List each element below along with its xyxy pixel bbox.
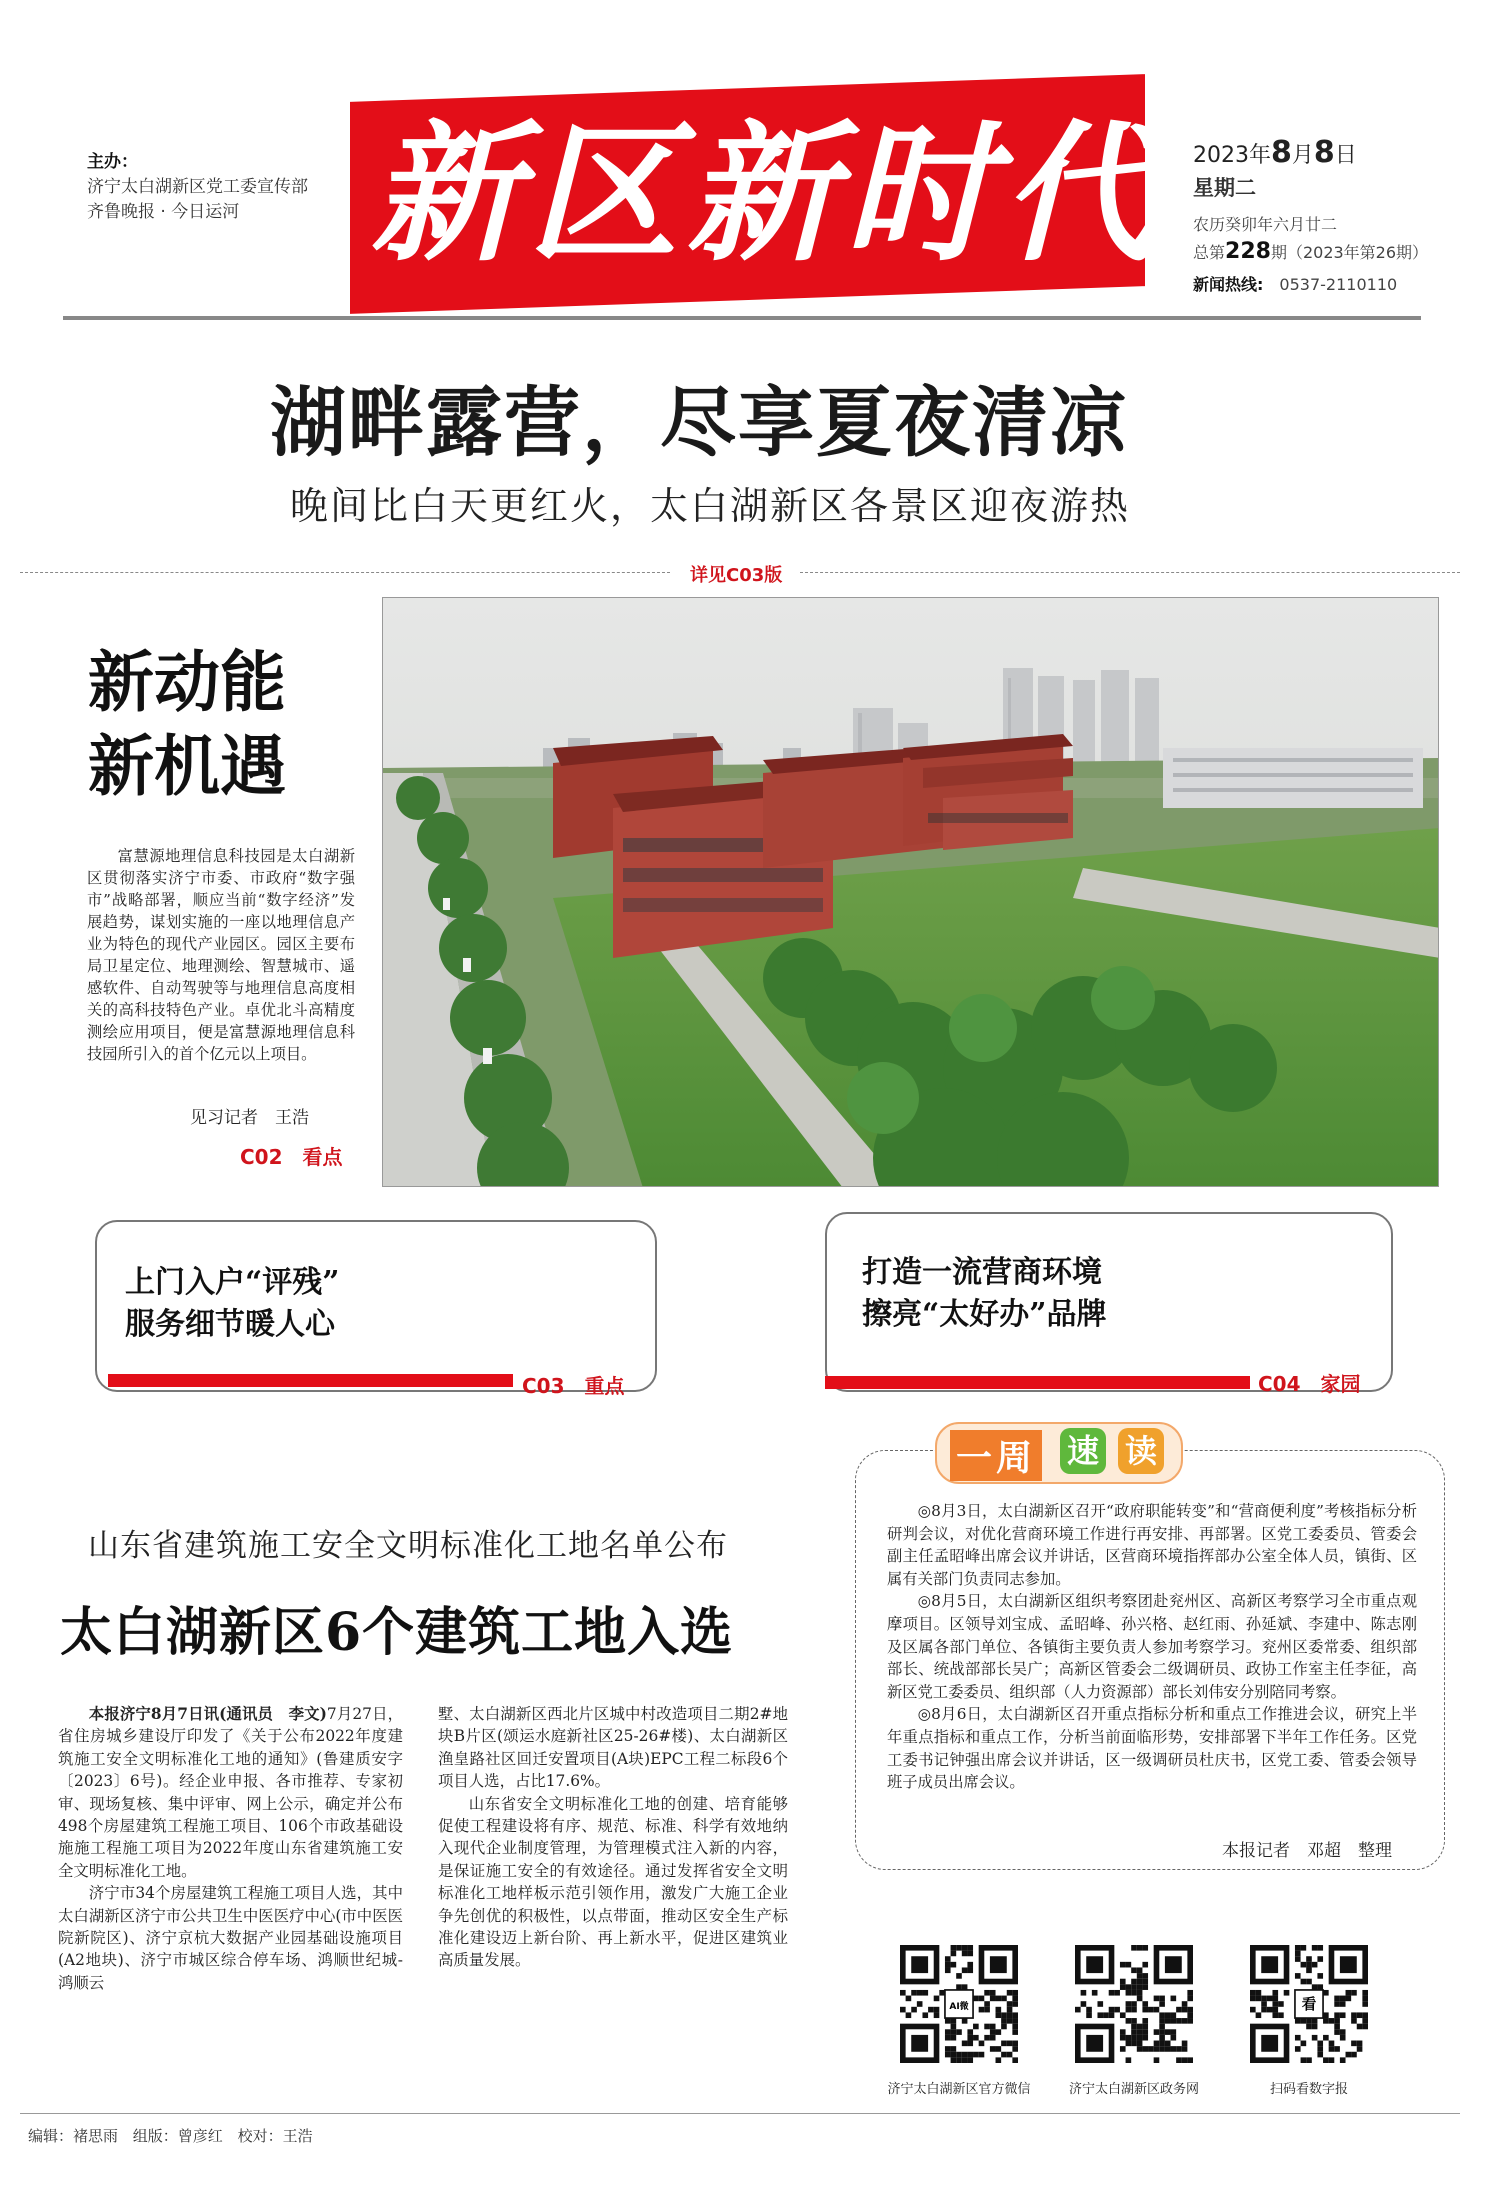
lead-subhead: 晚间比白天更红火，太白湖新区各景区迎夜游热 — [290, 484, 1131, 528]
qr-caption: 济宁太白湖新区官方微信 — [887, 2082, 1031, 2097]
newspaper-logo: 新区新时代 — [370, 106, 1161, 282]
footer-editor: 编辑：褚思雨 — [28, 2127, 119, 2145]
red-bar — [825, 1376, 1250, 1389]
qr-code-gov-site[interactable] — [1075, 1945, 1193, 2063]
weekday: 星期二 — [1193, 176, 1256, 200]
teaser-section-c03[interactable]: C03 重点 — [522, 1374, 625, 1398]
qr-center-label: 看 — [1301, 1996, 1317, 2014]
footer-rule — [20, 2113, 1460, 2114]
qr-caption: 济宁太白湖新区政务网 — [1068, 2082, 1199, 2097]
issue-number: 总第228期（2023年第26期） — [1193, 239, 1429, 264]
footer-credits — [28, 2125, 323, 2146]
story-column-1: 本报济宁8月7日讯(通讯员 李文)7月27日，省住房城乡建设厅印发了《关于公布2022年度建筑施工安全文明标准化工地的通知》(鲁建质安字〔2023〕6号)。经企业申报、各市推荐、专家初审、现场复核、集中评审、网上公示，确定并公布498个房屋建筑工程施工项目、106个市政基础设施施工程施工项目为2022年度山东省建筑施工安全文明标准化工地。 济宁市34个房屋建筑工程施工项目人选，其中太白湖新区济宁市公共卫生中医医疗中心(市中医医院新院区)、济宁京杭大数据产业园基础设施项目(A2地块)、济宁市城区综合停车场、鸿顺世纪城-鸿顺云 — [58, 1705, 403, 1992]
sponsor-line-1: 济宁太白湖新区党工委宣传部 — [87, 177, 308, 197]
lead-headline[interactable]: 湖畔露营，尽享夏夜清凉 — [270, 378, 1128, 467]
news-hotline: 新闻热线: 0537-2110110 — [1193, 275, 1398, 294]
feature-section-link[interactable]: C02 看点 — [240, 1145, 343, 1169]
qr-caption: 扫码看数字报 — [1269, 2082, 1348, 2097]
weekly-badge-char: 速 — [1060, 1428, 1106, 1474]
lunar-date: 农历癸卯年六月廿二 — [1193, 215, 1338, 234]
teaser-title-c03[interactable]: 上门入户“评残” 服务细节暖人心 — [125, 1265, 340, 1342]
sponsor-label: 主办： — [87, 152, 138, 172]
sponsor-line-2: 齐鲁晚报 · 今日运河 — [87, 202, 240, 222]
feature-byline: 见习记者 王浩 — [190, 1108, 309, 1128]
story-dateline: 本报济宁8月7日讯(通讯员 李文) — [88, 1705, 327, 1723]
teaser-title-c04[interactable]: 打造一流营商环境 擦亮“太好办”品牌 — [862, 1255, 1107, 1332]
see-page-link[interactable]: 详见C03版 — [690, 565, 783, 586]
digest-item: ◎8月5日，太白湖新区组织考察团赴兖州区、高新区考察学习全市重点观摩项目。区领导刘宝成、孟昭峰、孙兴格、赵红雨、孙延斌、李建中、陈志刚及区属各部门单位、各镇街主要负责人参加考察学习。兖州区委常委、组织部部长、统战部部长吴广；高新区管委会二级调研员、政协工作室主任李征，高新区党工委委员、组织部（人力资源部）部长刘伟安分别陪同考察。 — [887, 1592, 1417, 1701]
feature-title[interactable]: 新动能 新机遇 — [88, 643, 286, 805]
qr-code-digital-paper[interactable] — [1250, 1945, 1368, 2063]
story-column-2: 墅、太白湖新区西北片区城中村改造项目二期2#地块B片区(颂运水庭新社区25-26#楼)、太白湖新区渔皇路社区回迁安置项目(A块)EPC工程二标段6个项目人选，占比17.6%。 山东省安全文明标准化工地的创建、培育能够促使工程建设将有序、规范、标准、科学有效地纳入现代企业制度管理，为管理模式注入新的内容，是保证施工安全的有效途径。通过发挥省安全文明标准化工地样板示范引领作用，激发广大施工企业争先创优的积极性，以点带面，推动区安全生产标准化建设迈上新台阶、再上新水平，促进区建筑业高质量发展。 — [438, 1705, 788, 1970]
story-title[interactable]: 太白湖新区6个建筑工地入选 — [60, 1602, 734, 1663]
feature-body: 富慧源地理信息科技园是太白湖新区贯彻落实济宁市委、市政府“数字强市”战略部署，顺应当前“数字经济”发展趋势，谋划实施的一座以地理信息产业为特色的现代产业园区。园区主要布局卫星定位、地理测绘、智慧城市、遥感软件、自动驾驶等与地理信息高度相关的高科技特色产业。卓优北斗高精度测绘应用项目，便是富慧源地理信息科技园所引入的首个亿元以上项目。 — [87, 847, 355, 1063]
sponsor-block — [87, 150, 308, 225]
issue-date: 2023年8月8日 — [1193, 135, 1357, 170]
feature-photo — [382, 597, 1439, 1187]
digest-item: ◎8月3日，太白湖新区召开“政府职能转变”和“营商便利度”考核指标分析研判会议，对优化营商环境工作进行再安排、再部署。区党工委委员、管委会副主任孟昭峰出席会议并讲话，区营商环境指挥部办公室全体人员，镇街、区属有关部门负责同志参加。 — [887, 1502, 1417, 1588]
divider — [20, 572, 670, 573]
footer-layout: 组版：曾彦红 — [132, 2127, 223, 2145]
weekly-digest-body — [887, 1500, 1417, 1794]
date-block — [1193, 135, 1433, 295]
story-kicker: 山东省建筑施工安全文明标准化工地名单公布 — [88, 1528, 728, 1564]
industrial-park-aerial-image — [383, 598, 1439, 1187]
weekly-badge-char: 读 — [1118, 1428, 1164, 1474]
qr-center-label: AI微 — [949, 2002, 969, 2013]
weekly-badge-text: 一周 — [950, 1430, 1042, 1481]
masthead-rule — [63, 316, 1421, 320]
divider — [800, 572, 1460, 573]
red-bar — [108, 1374, 513, 1387]
digest-item: ◎8月6日，太白湖新区召开重点指标分析和重点工作推进会议，研究上半年重点指标和重点工作，分析当前面临形势，安排部署下半年工作任务。区党工委书记钟强出席会议并讲话，区一级调研员杜庆书，区党工委、管委会领导班子成员出席会议。 — [887, 1705, 1417, 1792]
teaser-section-c04[interactable]: C04 家园 — [1258, 1372, 1361, 1396]
weekly-digest-sign: 本报记者 邓超 整理 — [1222, 1841, 1392, 1861]
qr-code-wechat[interactable] — [900, 1945, 1018, 2063]
footer-proof: 校对：王浩 — [237, 2127, 313, 2145]
